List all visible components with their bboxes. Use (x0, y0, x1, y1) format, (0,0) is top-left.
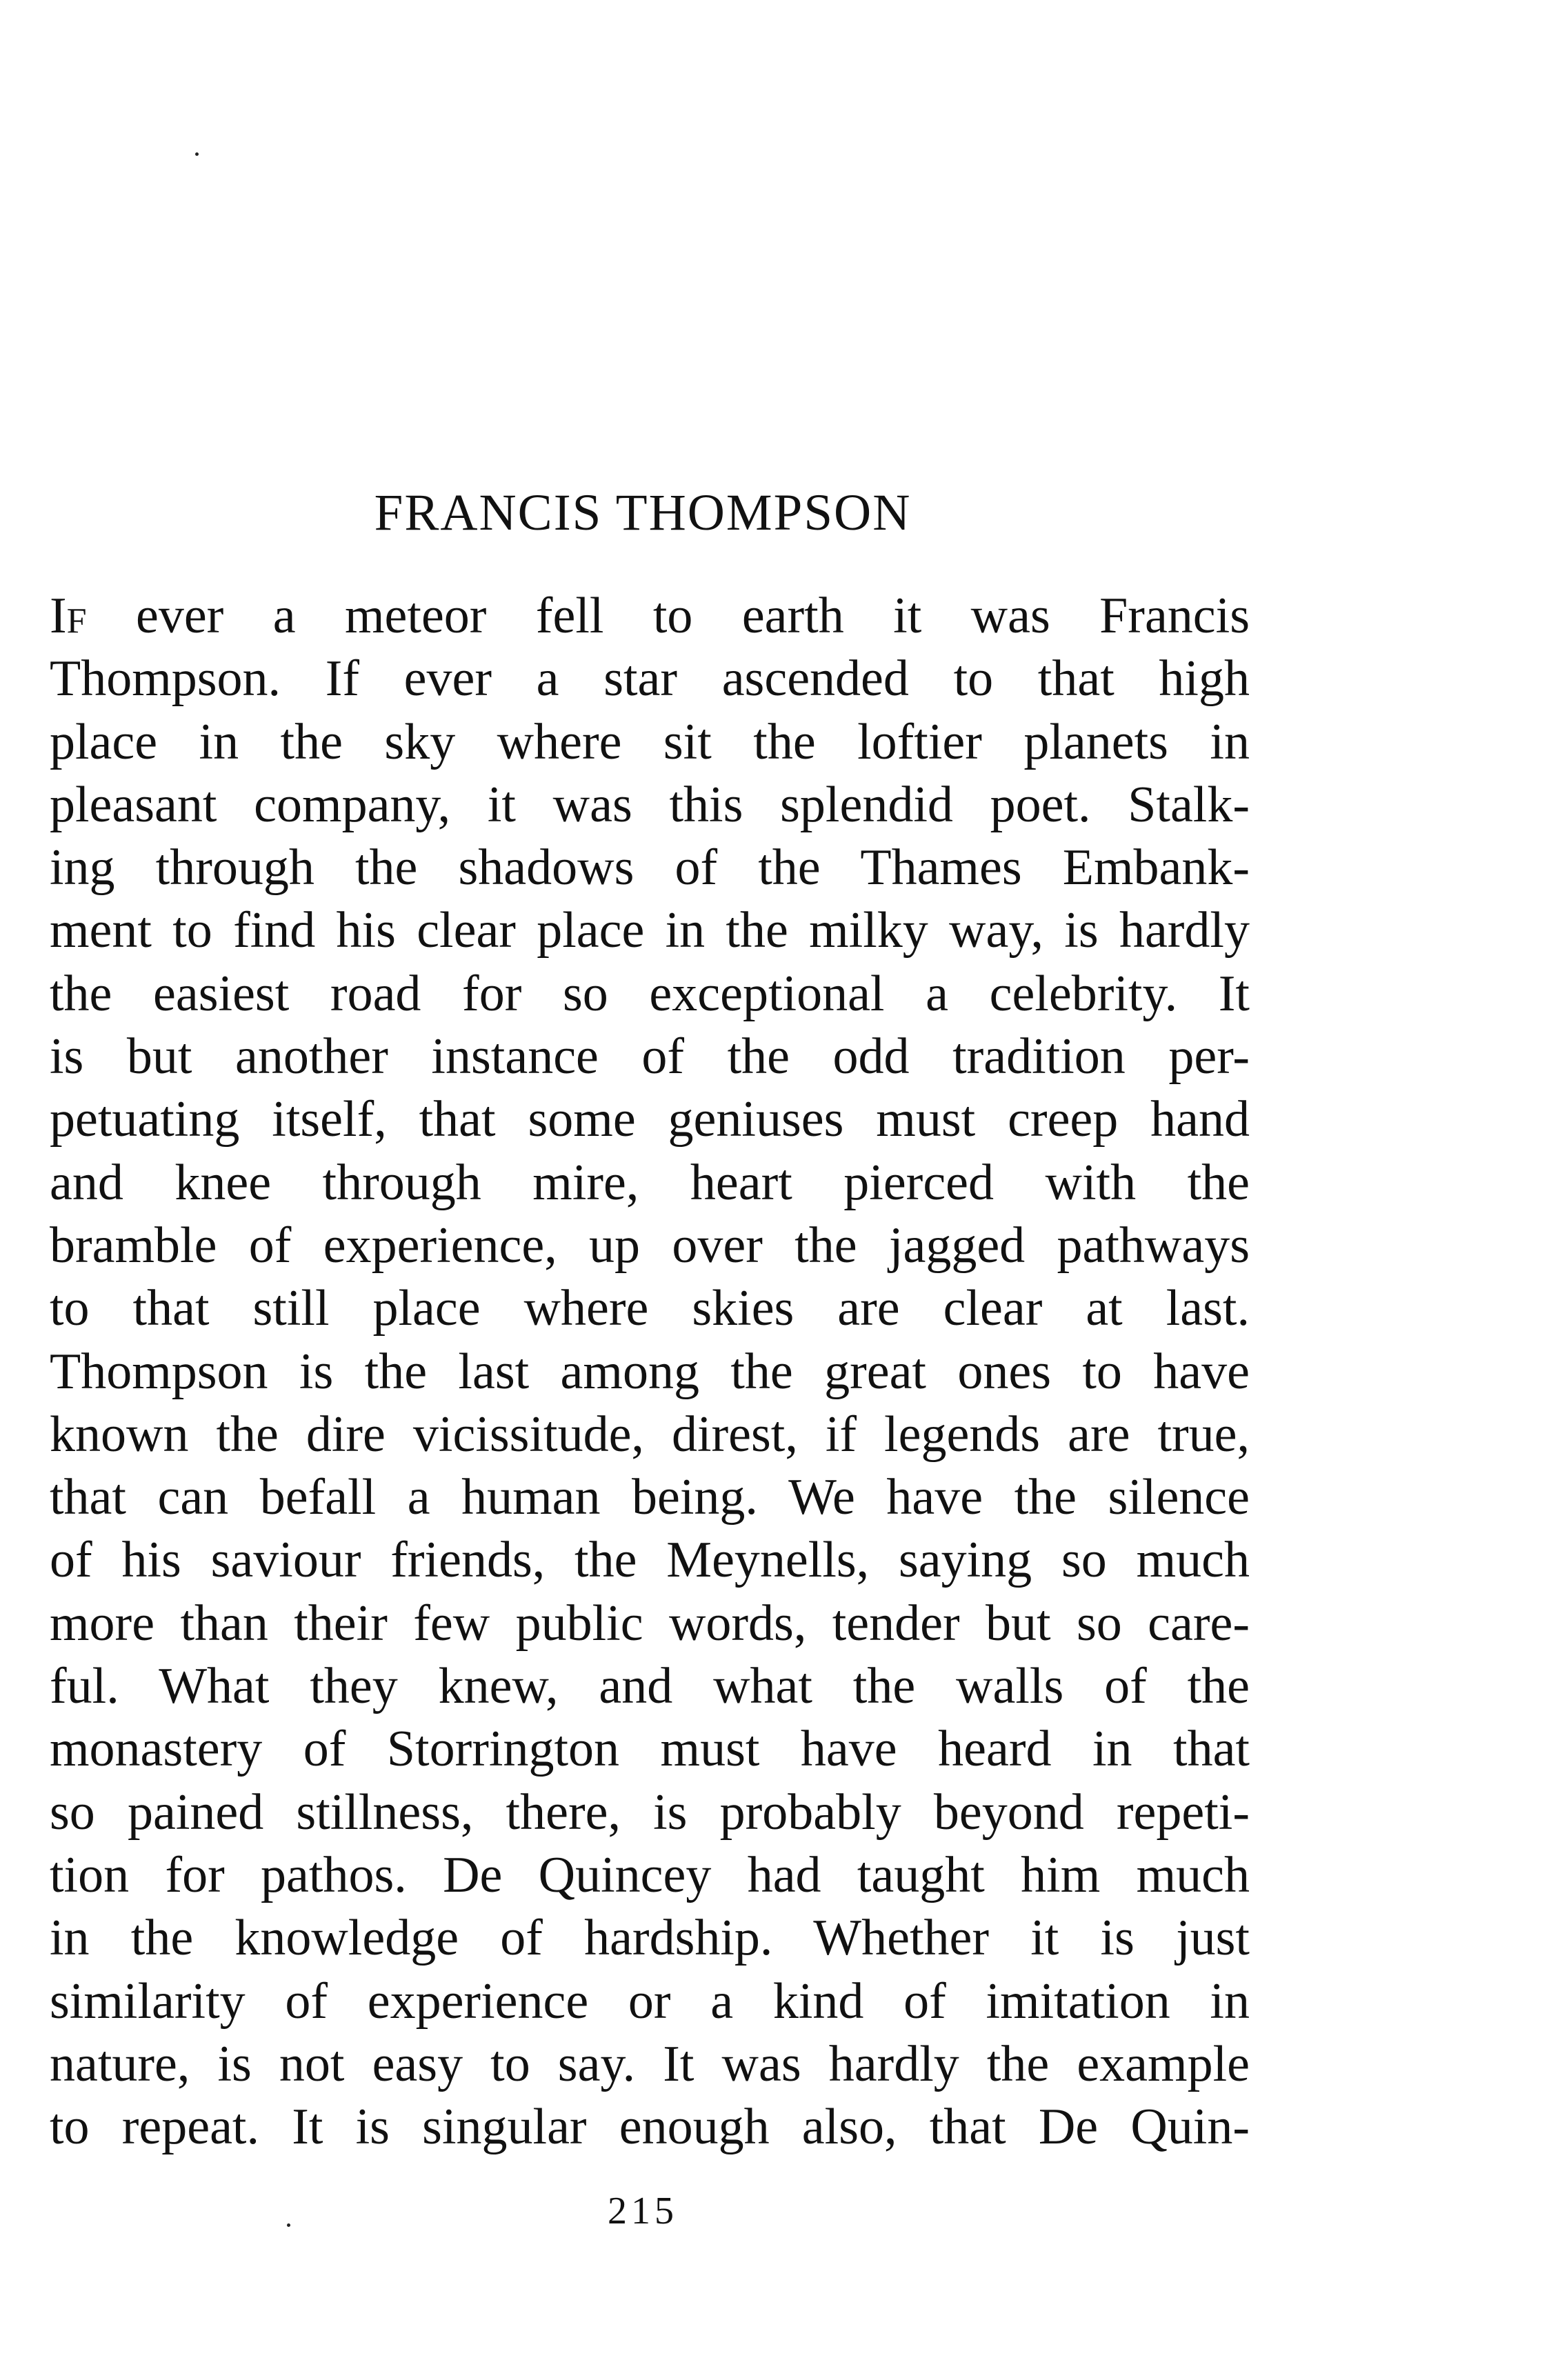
text-line: of his saviour friends, the Meynells, saying so much (50, 1532, 1250, 1589)
body-paragraph (50, 585, 1250, 2159)
text-line-rest: ever a meteor fell to earth it was Francis (86, 588, 1250, 644)
ink-speck (287, 2223, 290, 2227)
text-line: ing through the shadows of the Thames Embank- (50, 839, 1250, 897)
text-line: petuating itself, that some geniuses must creep hand (50, 1091, 1250, 1148)
text-line (50, 585, 1250, 648)
chapter-title: FRANCIS THOMPSON (374, 484, 912, 541)
ink-speck (195, 152, 199, 156)
text-line: in the knowledge of hardship. Whether it is just (50, 1910, 1250, 1967)
text-line: to repeat. It is singular enough also, that De Quin- (50, 2099, 1250, 2156)
text-line: tion for pathos. De Quincey had taught him much (50, 1846, 1250, 1903)
page-number: 215 (608, 2190, 678, 2232)
text-line: pleasant company, it was this splendid poet. Stalk- (50, 776, 1250, 833)
text-line: known the dire vicissitude, direst, if legends are true, (50, 1406, 1250, 1463)
text-line: to that still place where skies are clear at last. (50, 1280, 1250, 1337)
text-line: the easiest road for so exceptional a celebrity. It (50, 965, 1250, 1022)
text-line: monastery of Storrington must have heard in that (50, 1721, 1250, 1778)
text-line: Thompson is the last among the great ones to have (50, 1343, 1250, 1400)
text-line: more than their few public words, tender but so care- (50, 1594, 1250, 1652)
text-line: so pained stillness, there, is probably beyond repeti- (50, 1783, 1250, 1841)
text-line: nature, is not easy to say. It was hardly the example (50, 2035, 1250, 2092)
text-line: bramble of experience, up over the jagged pathways (50, 1217, 1250, 1274)
text-line: that can befall a human being. We have the silence (50, 1469, 1250, 1526)
drop-initial-word: If (50, 588, 87, 644)
text-line: similarity of experience or a kind of imitation in (50, 1972, 1250, 2030)
text-line: is but another instance of the odd tradition per- (50, 1028, 1250, 1086)
text-line: place in the sky where sit the loftier planets in (50, 713, 1250, 770)
text-line: ment to find his clear place in the milky way, is hardly (50, 902, 1250, 959)
text-line: and knee through mire, heart pierced with the (50, 1154, 1250, 1211)
text-line: ful. What they knew, and what the walls of the (50, 1658, 1250, 1715)
text-line: Thompson. If ever a star ascended to that high (50, 650, 1250, 708)
